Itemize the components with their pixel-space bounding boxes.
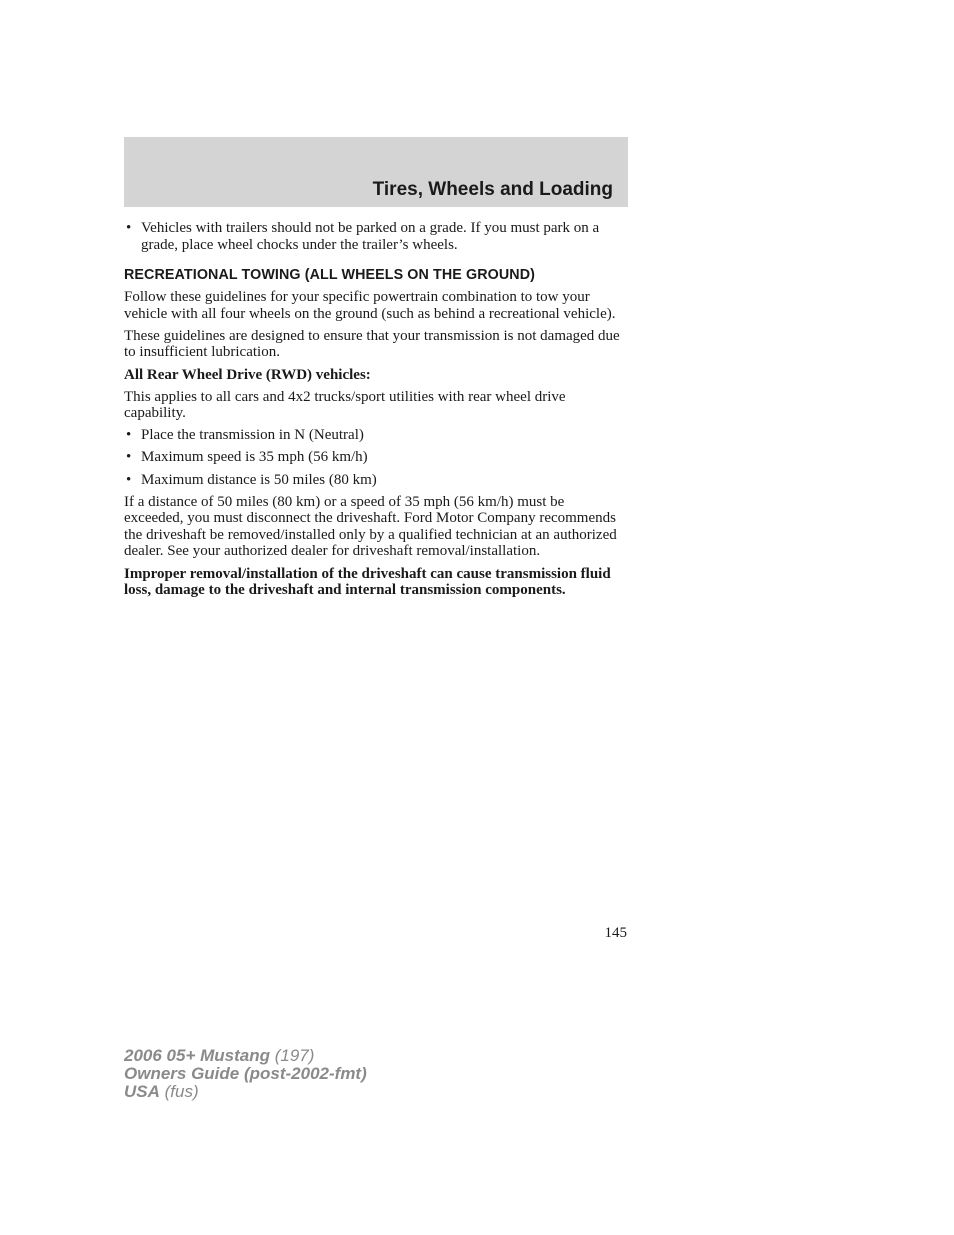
warning-text: Improper removal/installation of the driveshaft can cause transmission fluid loss, damage to the driveshaft and internal transmission components. (124, 565, 611, 599)
footer-line-guide (124, 1065, 367, 1083)
footer-market: USA (124, 1082, 160, 1101)
document-footer (124, 1047, 367, 1101)
footer-market-code: (fus) (159, 1082, 199, 1101)
bullet-text: Vehicles with trailers should not be parked on a grade. If you must park on a grade, place wheel chocks under the trailer’s wheels. (141, 220, 600, 253)
list-item (124, 472, 624, 489)
paragraph-applies: This applies to all cars and 4x2 trucks/sport utilities with rear wheel drive capability. (124, 388, 566, 422)
page-content (124, 220, 624, 604)
bullet-icon: • (126, 427, 132, 444)
subheading-rwd: All Rear Wheel Drive (RWD) vehicles: (124, 366, 371, 383)
page-number: 145 (604, 925, 627, 941)
section-title: Tires, Wheels and Loading (372, 179, 613, 200)
paragraph-driveshaft: If a distance of 50 miles (80 km) or a speed of 35 mph (56 km/h) must be exceeded, you must disconnect the driveshaft. Ford Motor Company recommends the driveshaft be removed/installed only by a qualified technician at an authorized dealer. See your authorized dealer for driveshaft removal/installation. (124, 493, 617, 560)
bullet-text: Maximum speed is 35 mph (56 km/h) (141, 449, 368, 466)
bullet-icon: • (126, 220, 132, 236)
footer-line-market (124, 1083, 367, 1101)
footer-line-model (124, 1047, 367, 1065)
list-item (124, 449, 624, 466)
paragraph-guidelines: Follow these guidelines for your specific powertrain combination to tow your vehicle with all four wheels on the ground (such as behind a recreational vehicle). (124, 289, 616, 322)
footer-guide: Owners Guide (post-2002-fmt) (124, 1064, 367, 1083)
bullet-text: Place the transmission in N (Neutral) (141, 427, 364, 444)
section-heading: RECREATIONAL TOWING (ALL WHEELS ON THE GROUND) (124, 267, 535, 284)
bullet-text: Maximum distance is 50 miles (80 km) (141, 471, 377, 488)
footer-model: 2006 05+ Mustang (124, 1046, 270, 1065)
bullet-icon: • (126, 471, 132, 488)
paragraph-lubrication: These guidelines are designed to ensure that your transmission is not damaged due to insufficient lubrication. (124, 327, 620, 361)
list-item (124, 220, 624, 253)
bullet-icon: • (126, 449, 132, 466)
section-header-band (124, 137, 628, 207)
footer-model-code: (197) (270, 1046, 315, 1065)
list-item (124, 427, 624, 444)
